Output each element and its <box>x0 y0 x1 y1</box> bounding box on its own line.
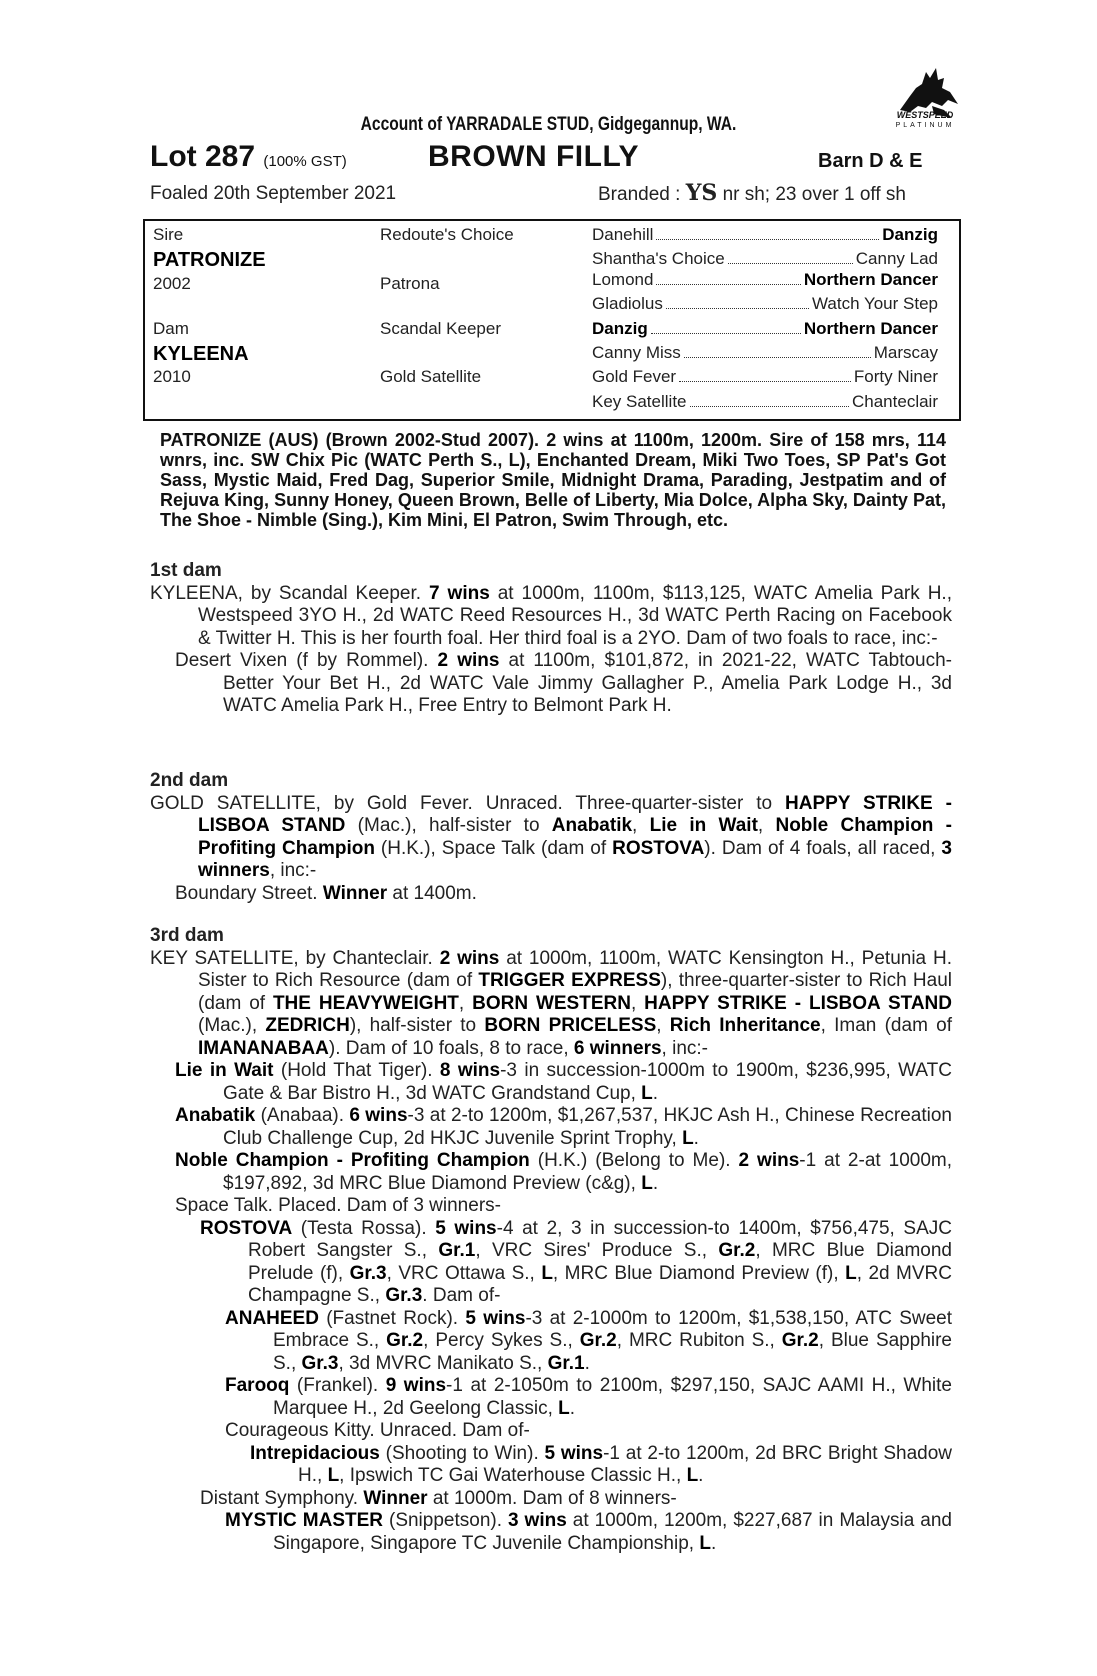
great-grandparent-row <box>592 343 938 363</box>
first-dam-progeny: Desert Vixen (f by Rommel). 2 wins at 1100m, $101,872, in 2021-22, WATC Tabtouch-Better Your Bet H., 2d WATC Vale Jimmy Gallagher P., Amelia Park Lodge H., 3d WATC Amelia Park H., Free Entry to Belmont Park H. <box>175 650 952 716</box>
barn-location: Barn D & E <box>818 150 923 172</box>
dam-sire: Scandal Keeper <box>380 319 501 338</box>
great-great-grandsire-name: Canny Lad <box>855 249 938 268</box>
great-grandparent-name: Danzig <box>592 319 648 338</box>
brand-line-2: PLATINUM <box>895 122 955 129</box>
progeny-anabatik: Anabatik (Anabaa). 6 wins-3 at 2-to 1200m, $1,267,537, HKJC Ash H., Chinese Recreation Club Challenge Cup, 2d HKJC Juvenile Sprint Trophy, L. <box>175 1105 952 1149</box>
leader-dots <box>684 343 871 358</box>
progeny-space-talk: Space Talk. Placed. Dam of 3 winners- <box>175 1195 501 1216</box>
progeny-farooq: Farooq (Frankel). 9 wins-1 at 2-1050m to 2100m, $297,150, SAJC AAMI H., White Marquee H., 2d Geelong Classic, L. <box>225 1375 952 1419</box>
brand-mark-icon: YS <box>685 180 718 206</box>
great-grandparent-row <box>592 367 938 387</box>
great-great-grandsire-name: Forty Niner <box>853 367 938 386</box>
gst-note: (100% GST) <box>263 153 347 170</box>
foaled-date: Foaled 20th September 2021 <box>150 183 397 204</box>
great-great-grandsire-name: Chanteclair <box>852 392 938 411</box>
third-dam-section <box>150 925 952 1555</box>
great-grandparent-row <box>592 225 938 245</box>
great-grandparent-name: Danehill <box>592 225 654 244</box>
great-grandparent-name: Canny Miss <box>592 343 681 362</box>
vendor-account: Account of YARRADALE STUD, Gidgegannup, WA. <box>360 114 737 135</box>
first-dam-heading: 1st dam <box>150 560 222 581</box>
brand-line-1: WESTSPEED <box>896 110 954 120</box>
lot-title: BROWN FILLY <box>428 140 640 173</box>
progeny-rostova: ROSTOVA (Testa Rossa). 5 wins-4 at 2, 3 in succession-to 1400m, $756,475, SAJC Robert Sangster S., Gr.1, VRC Sires' Produce S., Gr.2, MRC Blue Diamond Prelude (f), Gr.3, VRC Ottawa S., L, MRC Blue Diamond Preview (f), L, 2d MVRC Champagne S., Gr.3. Dam of- <box>200 1217 953 1306</box>
sire-dam: Patrona <box>380 274 440 293</box>
branded-label: Branded : <box>598 184 681 205</box>
great-grandparent-name: Shantha's Choice <box>592 249 725 268</box>
second-dam-section <box>150 770 952 905</box>
progeny-lie-in-wait: Lie in Wait (Hold That Tiger). 8 wins-3 in succession-1000m to 1900m, $236,995, WATC Gate & Bar Bistro H., 3d WATC Grandstand Cup, L. <box>175 1060 952 1104</box>
leader-dots <box>690 392 850 407</box>
sire-summary: PATRONIZE (AUS) (Brown 2002-Stud 2007). 2 wins at 1100m, 1200m. Sire of 158 mrs, 114 wnrs, inc. SW Chix Pic (WATC Perth S., L), Enchanted Dream, Miki Two Toes, SP Pat's Got Sass, Mystic Maid, Fred Dag, Superior Smile, Midnight Drama, Parading, Jestpatim and of Rejuva King, Sunny Honey, Queen Brown, Belle of Liberty, Mia Dolce, Alpha Sky, Dainty Pat, The Shoe - Nimble (Sing.), Kim Mini, El Patron, Swim Through, etc. <box>160 430 946 530</box>
great-grandparent-row <box>592 270 938 290</box>
first-dam-section <box>150 560 952 718</box>
sire-year: 2002 <box>153 274 191 293</box>
leader-dots <box>728 249 853 264</box>
progeny-intrepidacious: Intrepidacious (Shooting to Win). 5 wins-1 at 2-to 1200m, 2d BRC Bright Shadow H., L, Ipswich TC Gai Waterhouse Classic H., L. <box>250 1442 953 1486</box>
progeny-anaheed: ANAHEED (Fastnet Rock). 5 wins-3 at 2-1000m to 1200m, $1,538,150, ATC Sweet Embrace S., Gr.2, Percy Sykes S., Gr.2, MRC Rubiton S., Gr.2, Blue Sapphire S., Gr.3, 3d MVRC Manikato S., Gr.1. <box>225 1307 953 1374</box>
sire-label: Sire <box>153 225 184 244</box>
second-dam-heading: 2nd dam <box>150 770 229 791</box>
sire-name: PATRONIZE <box>153 249 266 271</box>
third-dam-heading: 3rd dam <box>150 925 224 946</box>
progeny-courageous-kitty: Courageous Kitty. Unraced. Dam of- <box>225 1420 530 1441</box>
great-grandparent-row <box>592 249 938 269</box>
leader-dots <box>656 225 879 240</box>
branded-info <box>598 180 906 206</box>
leader-dots <box>666 294 809 309</box>
pedigree-table <box>143 219 961 421</box>
great-grandparent-row <box>592 319 938 339</box>
second-dam-progeny: Boundary Street. Winner at 1400m. <box>175 882 477 904</box>
first-dam-para: KYLEENA, by Scandal Keeper. 7 wins at 1000m, 1100m, $113,125, WATC Amelia Park H., Westspeed 3YO H., 2d WATC Reed Resources H., 3d WATC Perth Racing on Facebook & Twitter H. This is her fourth foal. Her third foal is a 2YO. Dam of two foals to race, inc:- <box>150 582 952 649</box>
great-grandparent-row <box>592 294 938 314</box>
branded-desc: nr sh; 23 over 1 off sh <box>722 184 906 205</box>
great-grandparent-name: Key Satellite <box>592 392 687 411</box>
leader-dots <box>679 367 851 382</box>
lot-label: Lot 287 <box>150 140 256 173</box>
sire-sire: Redoute's Choice <box>380 225 514 244</box>
dam-dam: Gold Satellite <box>380 367 482 386</box>
great-great-grandsire-name: Northern Dancer <box>803 270 938 289</box>
dam-name: KYLEENA <box>153 343 249 365</box>
great-great-grandsire-name: Watch Your Step <box>811 294 938 313</box>
third-dam-para: KEY SATELLITE, by Chanteclair. 2 wins at 1000m, 1100m, WATC Kensington H., Petunia H. Sister to Rich Resource (dam of TRIGGER EXPRESS), three-quarter-sister to Rich Haul (dam of THE HEAVYWEIGHT, BORN WESTERN, HAPPY STRIKE - LISBOA STAND (Mac.), ZEDRICH), half-sister to BORN PRICELESS, Rich Inheritance, Iman (dam of IMANANABAA). Dam of 10 foals, 8 to race, 6 winners, inc:- <box>150 947 952 1059</box>
lot-number <box>150 140 347 174</box>
dam-label: Dam <box>153 319 189 338</box>
great-great-grandsire-name: Danzig <box>882 225 938 244</box>
progeny-noble-champion: Noble Champion - Profiting Champion (H.K.) (Belong to Me). 2 wins-1 at 2-at 1000m, $197,892, 3d MRC Blue Diamond Preview (c&g), L. <box>175 1150 952 1194</box>
leader-dots <box>656 270 800 285</box>
leader-dots <box>651 319 801 334</box>
progeny-mystic-master: MYSTIC MASTER (Snippetson). 3 wins at 1000m, 1200m, $227,687 in Malaysia and Singapore, Singapore TC Juvenile Championship, L. <box>225 1510 952 1554</box>
second-dam-para: GOLD SATELLITE, by Gold Fever. Unraced. Three-quarter-sister to HAPPY STRIKE - LISBOA STAND (Mac.), half-sister to Anabatik, Lie in Wait, Noble Champion - Profiting Champion (H.K.), Space Talk (dam of ROSTOVA). Dam of 4 foals, all raced, 3 winners, inc:- <box>150 792 953 881</box>
great-great-grandsire-name: Northern Dancer <box>803 319 938 338</box>
great-grandparent-name: Gladiolus <box>592 294 663 313</box>
great-grandparent-row <box>592 392 938 412</box>
great-great-grandsire-name: Marscay <box>873 343 938 362</box>
great-grandparent-name: Gold Fever <box>592 367 677 386</box>
dam-year: 2010 <box>153 367 191 386</box>
great-grandparent-name: Lomond <box>592 270 654 289</box>
progeny-distant-symphony: Distant Symphony. Winner at 1000m. Dam of 8 winners- <box>200 1487 677 1509</box>
